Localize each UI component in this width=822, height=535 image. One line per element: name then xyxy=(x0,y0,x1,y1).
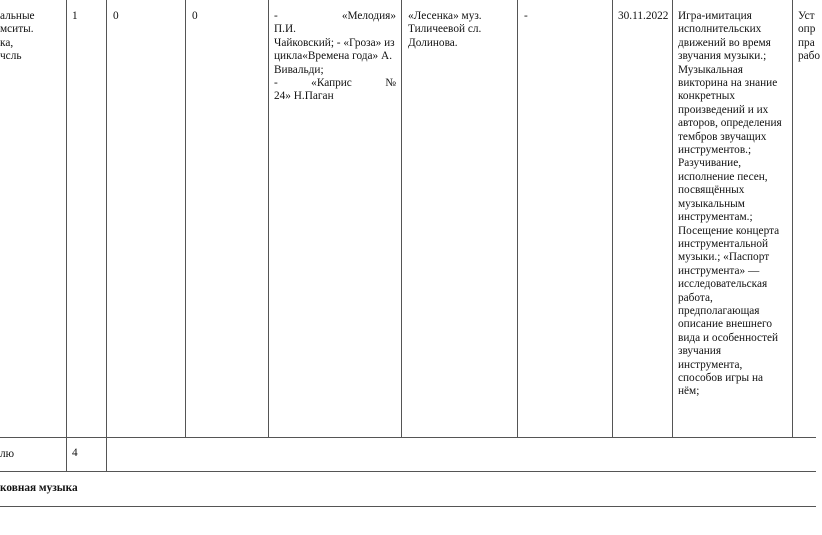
text-line: «Лесенка» муз. xyxy=(408,10,482,22)
text-line: инструментам.; xyxy=(678,211,753,224)
text-line: цикла«Времена года» А. xyxy=(274,50,393,63)
cell-playing: - xyxy=(524,10,528,22)
text-line: 24» Н.Паган xyxy=(274,90,334,103)
text-line: музыкальным xyxy=(678,197,745,210)
grid-line xyxy=(517,0,518,437)
text-line: опр xyxy=(798,23,816,36)
text-line: викторина на знание xyxy=(678,77,778,90)
text-line: П.И. xyxy=(274,23,296,36)
grid-line xyxy=(268,0,269,437)
cell-control-form xyxy=(798,10,822,64)
text-line: вида и особенностей xyxy=(678,331,779,344)
summary-hours: 4 xyxy=(72,447,78,459)
text-line: пра xyxy=(798,36,815,49)
text-line: исполнение песен, xyxy=(678,170,768,183)
grid-line xyxy=(66,0,67,472)
cell-hours-practical: 0 xyxy=(192,10,198,22)
text-line: Музыкальная xyxy=(678,63,743,76)
text-line: Посещение концерта xyxy=(678,224,780,237)
cell-topic xyxy=(0,10,62,64)
text-line: способов игры на xyxy=(678,371,764,384)
cell-hours-total: 1 xyxy=(72,10,78,22)
text-line: произведений и их xyxy=(678,103,769,116)
text-line: движений во время xyxy=(678,36,771,49)
text-line: инструмента, xyxy=(678,358,743,371)
grid-line xyxy=(0,506,816,507)
text-line: исследовательская xyxy=(678,278,768,291)
grid-line xyxy=(612,0,613,437)
grid-line xyxy=(106,0,107,472)
text-line: Тиличеевой сл. xyxy=(408,23,482,36)
text-line: Уст xyxy=(798,10,815,22)
text-line: рабо xyxy=(798,50,821,63)
text-line: предполагающая xyxy=(678,304,760,317)
text-line: альные xyxy=(0,10,35,22)
text-line: посвящённых xyxy=(678,184,745,197)
grid-line xyxy=(185,0,186,437)
text-line: звучания xyxy=(678,345,722,358)
summary-label: лю xyxy=(0,448,15,460)
grid-line xyxy=(401,0,402,437)
text-line: исполнительских xyxy=(678,23,762,36)
grid-line xyxy=(0,471,816,472)
text-line: авторов, определения xyxy=(678,117,782,130)
text-line: инструмента» — xyxy=(678,264,760,277)
cell-hours-control: 0 xyxy=(113,10,119,22)
text-line: инструментальной xyxy=(678,237,769,250)
text-line: Чайковский; - «Гроза» из xyxy=(274,36,395,49)
text-line: конкретных xyxy=(678,90,735,103)
text-line: Разучивание, xyxy=(678,157,742,170)
text-line: звучания музыки.; xyxy=(678,50,767,63)
grid-line xyxy=(0,437,816,438)
cell-listening xyxy=(274,10,396,104)
cell-singing xyxy=(408,10,513,50)
text-line: ка, xyxy=(0,36,14,49)
text-line: тембров звучащих xyxy=(678,130,767,143)
text-line: - «Мелодия» xyxy=(274,10,396,22)
text-line: чсль xyxy=(0,50,22,63)
grid-line xyxy=(672,0,673,437)
cell-date: 30.11.2022 xyxy=(618,10,669,22)
text-line: описание внешнего xyxy=(678,318,772,331)
text-line: нём; xyxy=(678,385,700,398)
text-line: мситы. xyxy=(0,23,34,36)
text-line: - «Каприс № xyxy=(274,77,396,90)
text-line: Долинова. xyxy=(408,36,458,49)
text-line: музыки.; «Паспорт xyxy=(678,251,770,264)
cell-activities xyxy=(678,10,790,399)
grid-line xyxy=(792,0,793,437)
section-title: ковная музыка xyxy=(0,482,78,494)
text-line: Игра-имитация xyxy=(678,10,752,22)
text-line: работа, xyxy=(678,291,713,304)
text-line: инструментов.; xyxy=(678,144,752,157)
text-line: Вивальди; xyxy=(274,63,324,76)
